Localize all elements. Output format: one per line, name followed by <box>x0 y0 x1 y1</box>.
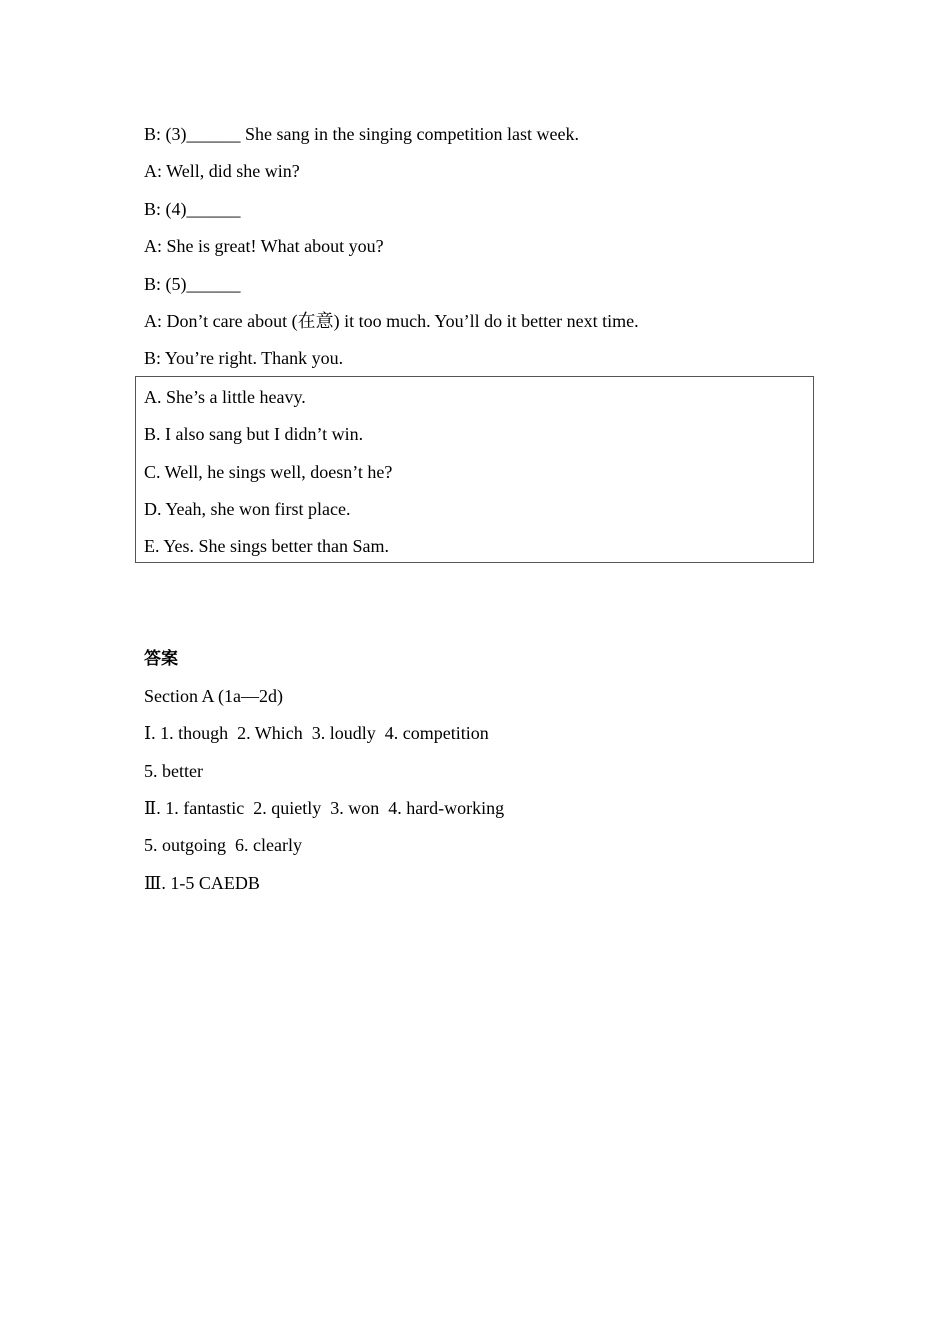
answers-section-title: Section A (1a—2d) <box>144 686 283 706</box>
option-e: E. Yes. She sings better than Sam. <box>144 536 389 556</box>
answer-line-4: 5. outgoing 6. clearly <box>144 835 302 855</box>
answer-line-2: 5. better <box>144 761 203 781</box>
answer-line-3: Ⅱ. 1. fantastic 2. quietly 3. won 4. hard-working <box>144 798 505 818</box>
option-c: C. Well, he sings well, doesn’t he? <box>144 462 393 482</box>
answer-line-1: Ⅰ. 1. though 2. Which 3. loudly 4. competition <box>144 723 489 743</box>
dialogue-line-2: A: Well, did she win? <box>144 161 300 181</box>
answers-heading: 答案 <box>144 649 178 669</box>
options-box <box>135 376 814 563</box>
answer-line-5: Ⅲ. 1-5 CAEDB <box>144 873 260 893</box>
dialogue-line-4: A: She is great! What about you? <box>144 236 384 256</box>
dialogue-line-6: A: Don’t care about (在意) it too much. You’ll do it better next time. <box>144 311 639 331</box>
option-a: A. She’s a little heavy. <box>144 387 306 407</box>
dialogue-line-5: B: (5)______ <box>144 274 241 294</box>
dialogue-line-7: B: You’re right. Thank you. <box>144 348 344 368</box>
option-b: B. I also sang but I didn’t win. <box>144 424 364 444</box>
option-d: D. Yeah, she won first place. <box>144 499 351 519</box>
dialogue-line-3: B: (4)______ <box>144 199 241 219</box>
dialogue-line-1: B: (3)______ She sang in the singing competition last week. <box>144 124 579 144</box>
